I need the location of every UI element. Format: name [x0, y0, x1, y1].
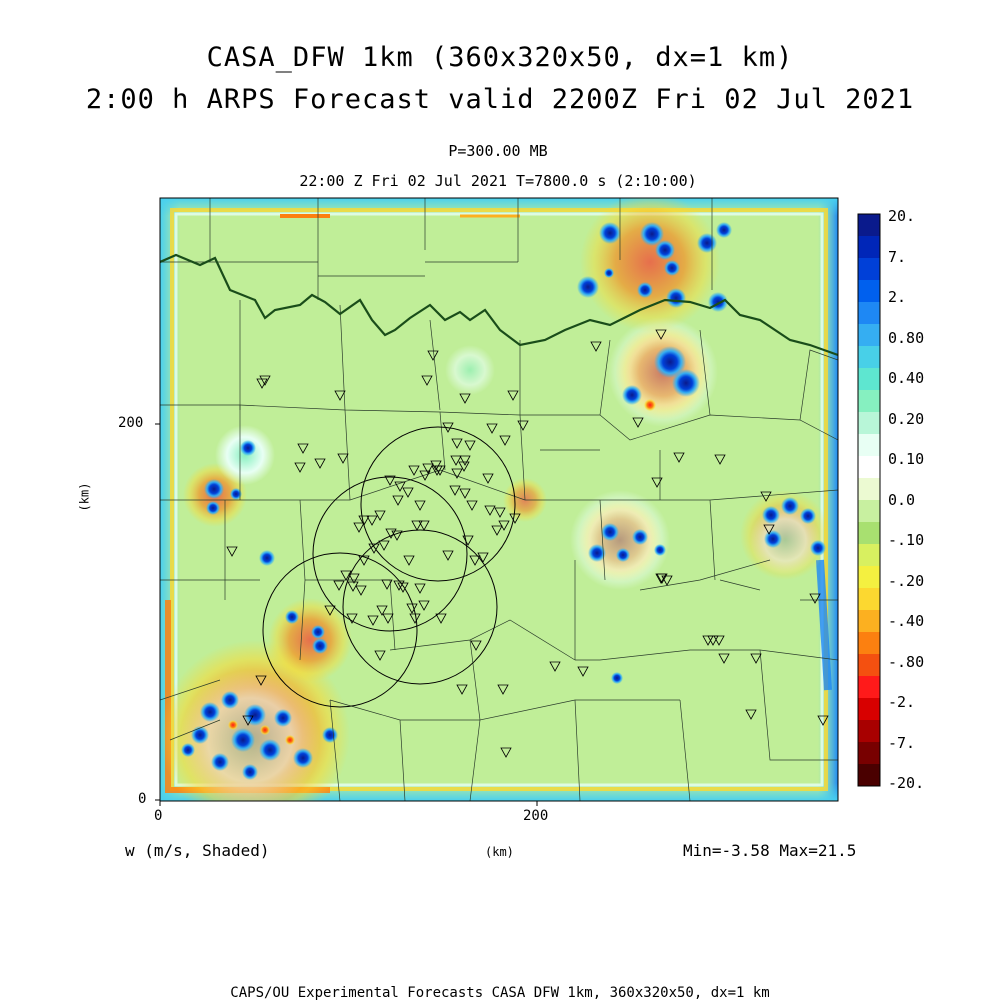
credit-line: CAPS/OU Experimental Forecasts CASA DFW 1km, 360x320x50, dx=1 km [230, 985, 770, 1001]
colorbar-swatch [858, 588, 880, 611]
colorbar-swatch [858, 236, 880, 259]
colorbar-label: 2. [888, 288, 907, 306]
pressure-level: P=300.00 MB [448, 142, 548, 160]
colorbar-swatch [858, 522, 880, 545]
colorbar-swatch [858, 676, 880, 699]
colorbar-swatch [858, 390, 880, 413]
colorbar-swatch [858, 764, 880, 787]
colorbar-swatch [858, 412, 880, 435]
colorbar-label: -20. [888, 774, 925, 792]
colorbar-label: 0.20 [888, 409, 925, 428]
x-axis-label: (km) [485, 845, 514, 859]
colorbar-label: -7. [888, 733, 916, 752]
colorbar-swatch [858, 544, 880, 567]
colorbar-swatch [858, 258, 880, 281]
y-axis-label: (km) [77, 482, 92, 512]
colorbar-swatch [858, 302, 880, 325]
x-tick-0: 0 [154, 808, 163, 824]
valid-time: 22:00 Z Fri 02 Jul 2021 T=7800.0 s (2:10:00) [299, 172, 697, 190]
colorbar-swatch [858, 632, 880, 655]
colorbar-swatch [858, 280, 880, 303]
y-tick-200: 200 [118, 415, 144, 431]
y-tick-0: 0 [138, 791, 147, 807]
colorbar-swatch [858, 698, 880, 721]
colorbar-label: -.20 [888, 571, 925, 590]
colorbar-swatch [858, 434, 880, 457]
field-label: w (m/s, Shaded) [125, 841, 270, 860]
title-line-1: CASA_DFW 1km (360x320x50, dx=1 km) [206, 42, 794, 73]
colorbar-swatch [858, 478, 880, 501]
colorbar-label: 0.80 [888, 328, 925, 347]
colorbar-label: 0.0 [888, 490, 916, 509]
colorbar-label: -.40 [888, 612, 925, 630]
colorbar-label: -2. [888, 693, 916, 711]
min-max-label: Min=-3.58 Max=21.5 [683, 841, 857, 860]
colorbar-swatch [858, 500, 880, 523]
colorbar-swatch [858, 742, 880, 765]
colorbar-swatch [858, 368, 880, 391]
x-tick-200: 200 [523, 808, 549, 824]
colorbar-label: 7. [888, 247, 907, 266]
colorbar [858, 214, 880, 787]
w-field-shading [160, 192, 838, 830]
colorbar-label: 0.40 [888, 369, 925, 387]
title-line-2: 2:00 h ARPS Forecast valid 2200Z Fri 02 Jul 2021 [85, 84, 915, 115]
colorbar-swatch [858, 346, 880, 369]
colorbar-swatch [858, 654, 880, 677]
colorbar-swatch [858, 214, 880, 237]
colorbar-label: 20. [888, 207, 916, 225]
colorbar-swatch [858, 720, 880, 743]
colorbar-swatch [858, 610, 880, 633]
colorbar-swatch [858, 324, 880, 347]
colorbar-label: -.80 [888, 652, 925, 671]
colorbar-label: -.10 [888, 531, 925, 549]
colorbar-label: 0.10 [888, 450, 925, 468]
colorbar-swatch [858, 456, 880, 479]
colorbar-swatch [858, 566, 880, 589]
